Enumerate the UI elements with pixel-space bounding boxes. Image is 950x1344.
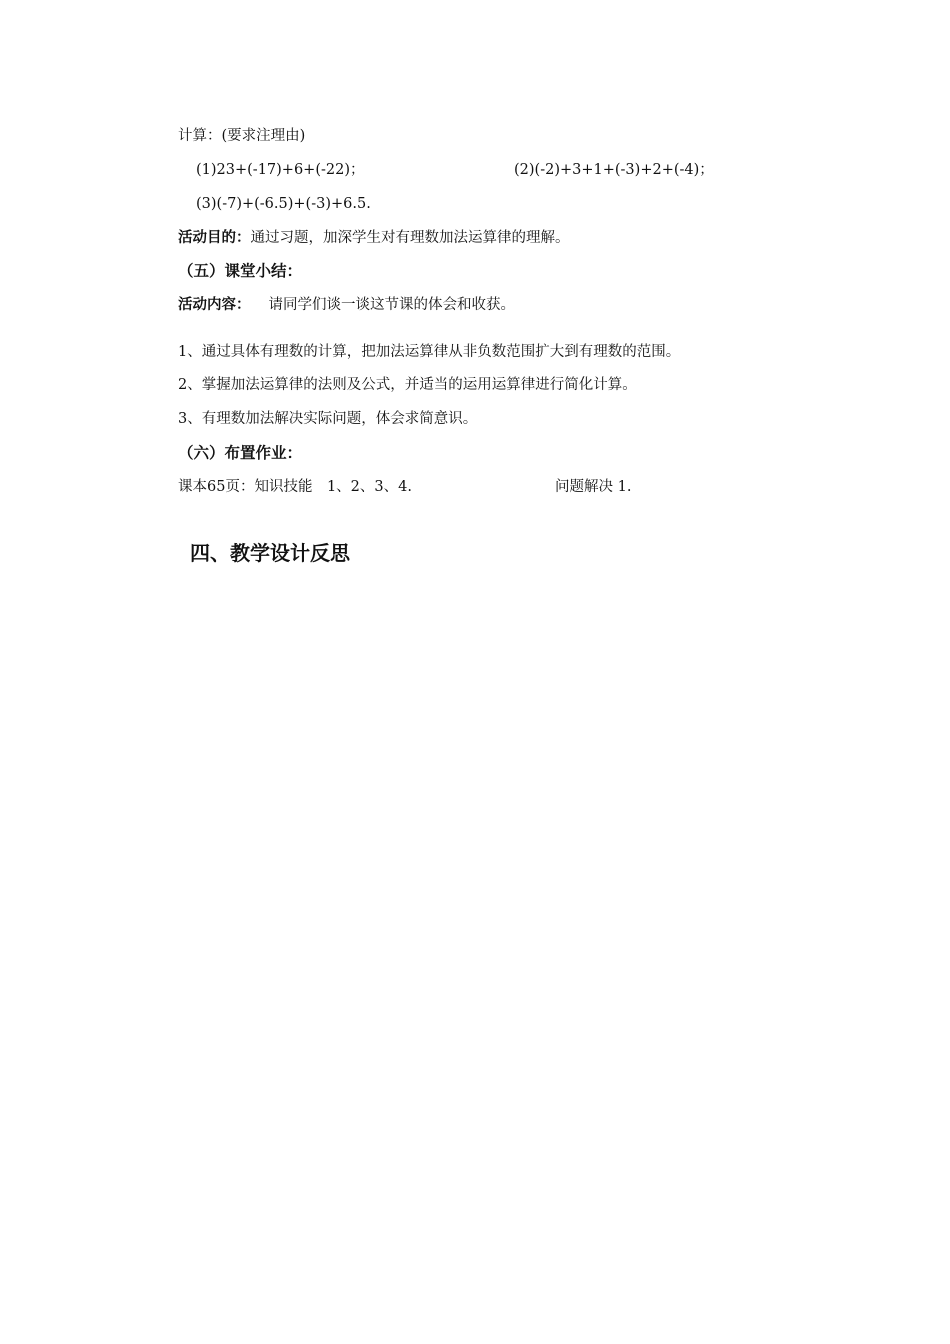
summary-item-3: 3、有理数加法解决实际问题，体会求简意识。 xyxy=(178,411,478,427)
calc-heading: 计算：(要求注理由) xyxy=(178,128,306,144)
summary-item-1: 1、通过具体有理数的计算，把加法运算律从非负数范围扩大到有理数的范围。 xyxy=(178,344,681,360)
section4-title: 四、教学设计反思 xyxy=(190,541,350,565)
activity-content xyxy=(178,295,515,315)
activity-goal-text: 通过习题，加深学生对有理数加法运算律的理解。 xyxy=(250,230,570,246)
homework-right: 问题解决 1. xyxy=(555,479,632,495)
problem-2: (2)(-2)+3+1+(-3)+2+(-4)； xyxy=(514,162,714,178)
homework-left: 课本65页：知识技能 1、2、3、4. xyxy=(178,479,412,495)
activity-goal-label: 活动目的： xyxy=(178,230,251,246)
activity-goal xyxy=(178,228,570,248)
problem-3: (3)(-7)+(-6.5)+(-3)+6.5. xyxy=(196,196,371,212)
problem-1: (1)23+(-17)+6+(-22)； xyxy=(196,162,365,178)
section6-title: （六）布置作业： xyxy=(178,444,303,462)
section5-title: （五）课堂小结： xyxy=(178,262,303,280)
activity-content-label: 活动内容： xyxy=(178,297,251,313)
activity-content-text: 请同学们谈一谈这节课的体会和收获。 xyxy=(268,297,515,313)
summary-item-2: 2、掌握加法运算律的法则及公式，并适当的运用运算律进行简化计算。 xyxy=(178,377,637,393)
